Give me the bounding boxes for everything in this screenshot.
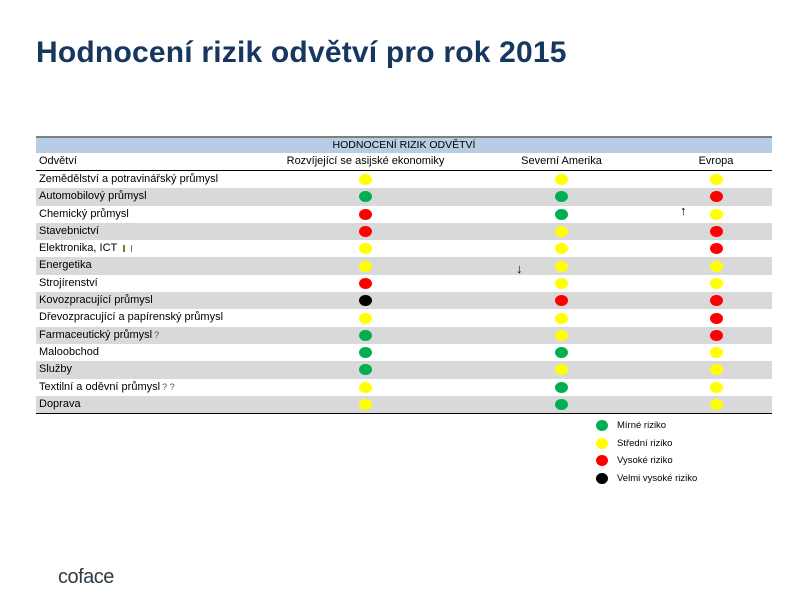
risk-cell-asia xyxy=(268,240,463,257)
sector-label: Textilní a oděvní průmysl xyxy=(39,380,161,393)
coface-logo xyxy=(58,566,114,589)
risk-cell-north-america xyxy=(463,171,660,188)
risk-cell-asia xyxy=(268,327,463,344)
missing-glyph: ? ? xyxy=(162,381,175,392)
risk-cell-europe xyxy=(660,361,772,378)
risk-dot-red xyxy=(359,226,372,237)
risk-cell-europe xyxy=(660,309,772,326)
table-row xyxy=(36,361,772,378)
legend-item xyxy=(596,435,697,453)
sector-label: Automobilový průmysl xyxy=(39,190,147,203)
table-row xyxy=(36,240,772,257)
table-row xyxy=(36,223,772,240)
arrow-down-icon: ↓ xyxy=(516,261,523,277)
risk-cell-asia xyxy=(268,344,463,361)
risk-cell-north-america xyxy=(463,379,660,396)
risk-dot-red xyxy=(710,295,723,306)
risk-dot-yellow xyxy=(359,313,372,324)
risk-dot-red xyxy=(710,226,723,237)
risk-dot-green xyxy=(555,191,568,202)
legend-label: Velmi vysoké riziko xyxy=(617,472,698,484)
risk-dot-yellow xyxy=(555,330,568,341)
sector-name xyxy=(36,171,268,188)
risk-cell-europe xyxy=(660,327,772,344)
risk-cell-north-america xyxy=(463,292,660,309)
risk-dot-yellow xyxy=(710,209,723,220)
risk-dot-red xyxy=(710,313,723,324)
sector-name xyxy=(36,327,268,344)
sector-label: Chemický průmysl xyxy=(39,207,129,220)
sector-label: Kovozpracující průmysl xyxy=(39,294,153,307)
table-header: HODNOCENÍ RIZIK ODVĚTVÍ xyxy=(36,138,772,153)
sector-name xyxy=(36,257,268,274)
risk-cell-north-america xyxy=(463,275,660,292)
table-row xyxy=(36,309,772,326)
risk-dot-yellow xyxy=(555,364,568,375)
risk-dot-red xyxy=(359,278,372,289)
risk-dot-yellow xyxy=(359,399,372,410)
risk-dot-yellow xyxy=(555,278,568,289)
risk-cell-asia xyxy=(268,257,463,274)
table-row xyxy=(36,292,772,309)
decorative-tick xyxy=(123,245,125,252)
risk-cell-europe xyxy=(660,292,772,309)
risk-dot-green xyxy=(359,191,372,202)
risk-cell-north-america xyxy=(463,327,660,344)
risk-dot-black xyxy=(359,295,372,306)
risk-dot-yellow xyxy=(710,261,723,272)
risk-cell-europe xyxy=(660,171,772,188)
risk-dot-yellow xyxy=(710,347,723,358)
risk-cell-north-america xyxy=(463,188,660,205)
risk-dot-yellow xyxy=(359,382,372,393)
risk-dot-red xyxy=(359,209,372,220)
sector-label: Maloobchod xyxy=(39,345,99,358)
risk-dot-yellow xyxy=(555,261,568,272)
risk-dot-green xyxy=(359,347,372,358)
risk-dot-red xyxy=(555,295,568,306)
risk-cell-asia xyxy=(268,206,463,223)
risk-dot-yellow xyxy=(555,243,568,254)
risk-cell-europe xyxy=(660,188,772,205)
risk-dot-yellow xyxy=(359,174,372,185)
risk-cell-north-america xyxy=(463,309,660,326)
sector-name xyxy=(36,361,268,378)
sector-name xyxy=(36,344,268,361)
sector-label: Strojírenství xyxy=(39,276,98,289)
column-header-row xyxy=(36,153,772,171)
risk-cell-europe xyxy=(660,344,772,361)
page-title: Hodnocení rizik odvětví pro rok 2015 xyxy=(36,36,567,69)
table-row xyxy=(36,257,772,277)
risk-dot-red xyxy=(710,191,723,202)
table-row xyxy=(36,171,772,188)
risk-table xyxy=(36,136,772,414)
risk-cell-north-america xyxy=(463,223,660,240)
risk-dot-green xyxy=(359,330,372,341)
risk-cell-europe xyxy=(660,257,772,274)
column-header-sector: Odvětví xyxy=(39,155,77,167)
sector-name xyxy=(36,206,268,223)
sector-label: Energetika xyxy=(39,259,92,272)
legend-item xyxy=(596,470,697,488)
risk-dot-yellow xyxy=(710,382,723,393)
legend-dot-green xyxy=(596,420,608,431)
risk-cell-north-america xyxy=(463,396,660,413)
risk-dot-green xyxy=(555,382,568,393)
risk-dot-yellow xyxy=(359,261,372,272)
legend xyxy=(596,417,697,487)
risk-cell-europe xyxy=(660,240,772,257)
sector-name xyxy=(36,275,268,292)
risk-cell-asia xyxy=(268,309,463,326)
risk-cell-asia xyxy=(268,223,463,240)
risk-cell-north-america xyxy=(463,257,660,277)
legend-dot-black xyxy=(596,473,608,484)
risk-cell-asia xyxy=(268,379,463,396)
sector-label: Farmaceutický průmysl xyxy=(39,328,153,341)
risk-cell-north-america xyxy=(463,361,660,378)
risk-dot-red xyxy=(710,330,723,341)
table-row xyxy=(36,275,772,292)
sector-name xyxy=(36,240,268,257)
arrow-up-icon: ↑ xyxy=(680,202,687,218)
risk-cell-north-america xyxy=(463,206,660,223)
risk-dot-green xyxy=(555,209,568,220)
risk-dot-yellow xyxy=(555,313,568,324)
risk-dot-green xyxy=(359,364,372,375)
sector-name xyxy=(36,396,268,413)
column-header-asia: Rozvíjející se asijské ekonomiky xyxy=(286,155,445,167)
sector-label: Doprava xyxy=(39,397,81,410)
risk-cell-north-america xyxy=(463,240,660,257)
risk-cell-asia xyxy=(268,292,463,309)
risk-cell-north-america xyxy=(463,344,660,361)
table-row xyxy=(36,379,772,396)
risk-dot-yellow xyxy=(710,364,723,375)
legend-dot-red xyxy=(596,455,608,466)
table-row xyxy=(36,202,772,223)
risk-cell-europe xyxy=(660,379,772,396)
risk-dot-green xyxy=(555,399,568,410)
missing-glyph: ? xyxy=(154,329,160,340)
table-row xyxy=(36,344,772,361)
risk-cell-asia xyxy=(268,188,463,205)
sector-name xyxy=(36,379,268,396)
table-body xyxy=(36,171,772,414)
sector-label: Služby xyxy=(39,363,73,376)
column-header-europe: Evropa xyxy=(698,155,734,167)
sector-name xyxy=(36,309,268,326)
sector-label: Elektronika, ICT xyxy=(39,242,118,255)
risk-cell-europe xyxy=(660,223,772,240)
column-header-north-america: Severní Amerika xyxy=(521,155,602,167)
sector-label: Dřevozpracující a papírenský průmysl xyxy=(39,311,224,324)
legend-dot-yellow xyxy=(596,438,608,449)
legend-label: Střední riziko xyxy=(617,437,673,449)
risk-dot-yellow xyxy=(359,243,372,254)
risk-dot-red xyxy=(710,243,723,254)
legend-label: Mírné riziko xyxy=(617,420,667,432)
risk-cell-europe xyxy=(660,396,772,413)
table-row xyxy=(36,188,772,205)
risk-dot-green xyxy=(555,347,568,358)
table-row xyxy=(36,327,772,344)
risk-cell-asia xyxy=(268,396,463,413)
sector-label: Stavebnictví xyxy=(39,224,99,237)
risk-dot-yellow xyxy=(710,278,723,289)
risk-dot-yellow xyxy=(555,174,568,185)
sector-label: Zemědělství a potravinářský průmysl xyxy=(39,173,219,185)
table-row xyxy=(36,396,772,414)
logo-text: coface xyxy=(58,566,114,588)
risk-cell-asia xyxy=(268,275,463,292)
risk-cell-europe xyxy=(660,275,772,292)
sector-name xyxy=(36,188,268,205)
sector-name xyxy=(36,292,268,309)
risk-cell-europe xyxy=(660,202,772,223)
decorative-tick xyxy=(131,245,133,252)
legend-label: Vysoké riziko xyxy=(617,455,673,467)
legend-item xyxy=(596,452,697,470)
risk-dot-yellow xyxy=(555,226,568,237)
sector-name xyxy=(36,223,268,240)
risk-cell-asia xyxy=(268,361,463,378)
legend-item xyxy=(596,417,697,435)
risk-dot-yellow xyxy=(710,174,723,185)
risk-cell-asia xyxy=(268,171,463,188)
risk-dot-yellow xyxy=(710,399,723,410)
